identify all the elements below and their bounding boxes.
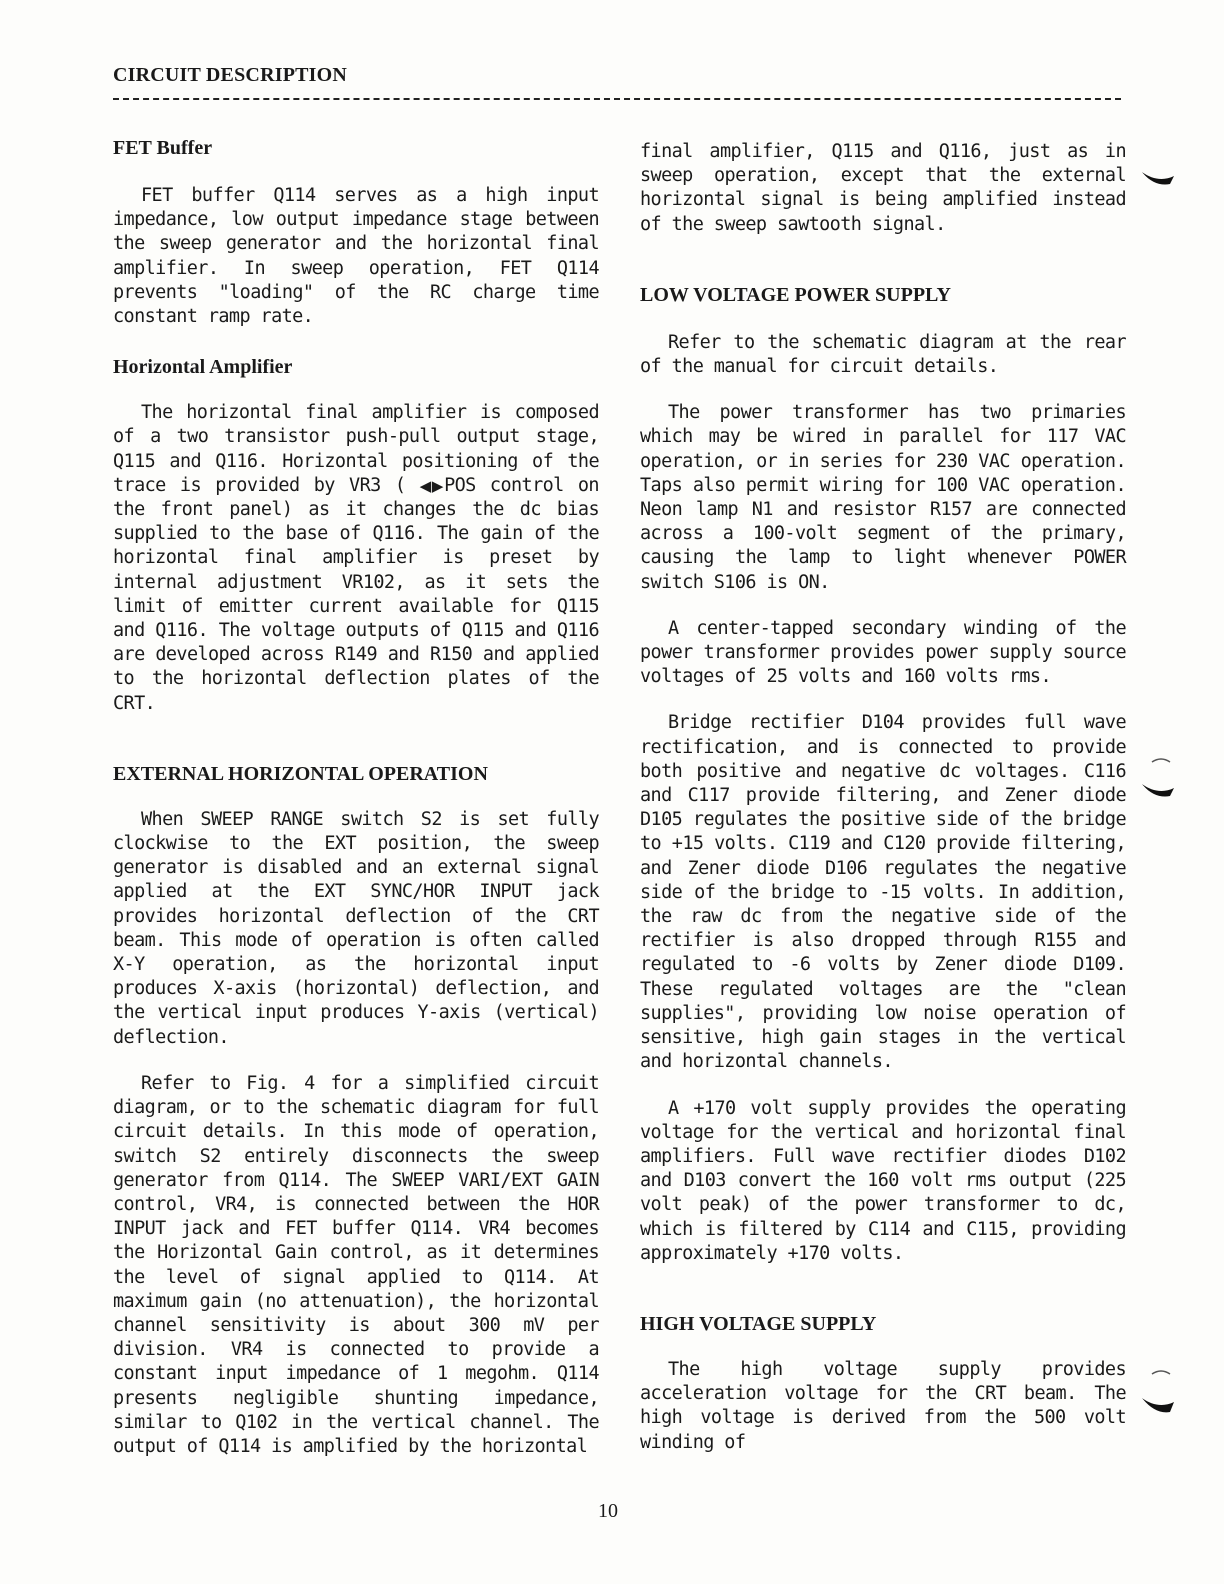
heading-external-horizontal-operation: EXTERNAL HORIZONTAL OPERATION xyxy=(113,762,488,785)
low-voltage-paragraph-4: Bridge rectifier D104 provides full wave rectification, and is connected to provide both positive and negative dc voltages. C116 and C117 provide filtering, and Zener diode D105 regulates the positive side of the bridge to +15 volts. C119 and C120 provide filtering, and Zener diode D106 regulates the negative side of the bridge to -15 volts. In addition, the raw dc from the negative side of the rectifier is also dropped through R155 and regulated to -6 volts by Zener diode D109. These regulated voltages are the "clean supplies", providing low noise operation of sensitive, high gain stages in the vertical and horizontal channels. xyxy=(640,712,1126,1073)
page-number: 10 xyxy=(598,1500,618,1522)
margin-mark-icon xyxy=(1150,756,1172,766)
high-voltage-paragraph-1: The high voltage supply provides acceleration voltage for the CRT beam. The high voltage is derived from the 500 volt winding of xyxy=(640,1358,1126,1453)
margin-mark-icon xyxy=(1140,1394,1176,1416)
low-voltage-paragraph-1: Refer to the schematic diagram at the rear of the manual for circuit details. xyxy=(640,331,1126,378)
low-voltage-paragraph-3: A center-tapped secondary winding of the power transformer provides power supply source voltages of 25 volts and 160 volts rms. xyxy=(640,617,1126,688)
continuation-paragraph: final amplifier, Q115 and Q116, just as in sweep operation, except that the external horizontal signal is being amplified instead of the sweep sawtooth signal. xyxy=(640,141,1126,235)
external-horizontal-paragraph-1: When SWEEP RANGE switch S2 is set fully clockwise to the EXT position, the sweep generator is disabled and an external signal applied at the EXT SYNC/HOR INPUT jack provides horizontal deflection of the CRT beam. This mode of operation is often called X-Y operation, as the horizontal input produces X-axis (horizontal) deflection, and the vertical input produces Y-axis (vertical) deflection. xyxy=(113,808,599,1048)
paragraph-text-part-1: The horizontal final amplifier is composed of a two transistor push-pull output stage, Q115 and Q116. Horizontal positioning of the trace is provided by VR3 ( xyxy=(113,402,599,496)
page-header: CIRCUIT DESCRIPTION xyxy=(113,64,348,86)
margin-mark-icon xyxy=(1140,780,1176,800)
heading-low-voltage-power-supply: LOW VOLTAGE POWER SUPPLY xyxy=(640,283,951,306)
heading-horizontal-amplifier: Horizontal Amplifier xyxy=(113,356,293,379)
margin-mark-icon xyxy=(1140,168,1176,188)
margin-mark-icon xyxy=(1150,1368,1172,1378)
right-column xyxy=(640,136,1126,1455)
paragraph-text-part-2: POS control on the front panel) as it changes the dc bias supplied to the base of Q116. The gain of the horizontal final amplifier is preset by internal adjustment VR102, as it sets the limit of emitter current available for Q115 and Q116. The voltage outputs of Q115 and Q116 are developed across R149 and R150 and applied to the horizontal deflection plates of the CRT. xyxy=(113,474,599,714)
pos-arrows-icon: ◀▶ xyxy=(419,476,445,495)
horizontal-amplifier-paragraph xyxy=(113,401,599,716)
header-divider xyxy=(113,98,1121,100)
left-column xyxy=(113,136,599,1459)
heading-high-voltage-supply: HIGH VOLTAGE SUPPLY xyxy=(640,1312,877,1335)
low-voltage-paragraph-5: A +170 volt supply provides the operating voltage for the vertical and horizontal final amplifiers. Full wave rectifier diodes D102 and D103 convert the 160 volt rms output (225 volt peak) of the power transformer to dc, which is filtered by C114 and C115, providing approximately +170 volts. xyxy=(640,1097,1126,1264)
heading-fet-buffer: FET Buffer xyxy=(113,137,213,159)
external-horizontal-paragraph-2: Refer to Fig. 4 for a simplified circuit diagram, or to the schematic diagram for full circuit details. In this mode of operation, switch S2 entirely disconnects the sweep generator from Q114. The SWEEP VARI/EXT GAIN control, VR4, is connected between the HOR INPUT jack and FET buffer Q114. VR4 becomes the Horizontal Gain control, as it determines the level of signal applied to Q114. At maximum gain (no attenuation), the horizontal channel sensitivity is about 300 mV per division. VR4 is connected to provide a constant input impedance of 1 megohm. Q114 presents negligible shunting impedance, similar to Q102 in the vertical channel. The output of Q114 is amplified by the horizontal xyxy=(113,1072,599,1457)
low-voltage-paragraph-2: The power transformer has two primaries which may be wired in parallel for 117 VAC operation, or in series for 230 VAC operation. Taps also permit wiring for 100 VAC operation. Neon lamp N1 and resistor R157 are connected across a 100-volt segment of the primary, causing the lamp to light whenever POWER switch S106 is ON. xyxy=(640,402,1126,593)
fet-buffer-paragraph: FET buffer Q114 serves as a high input impedance, low output impedance stage between the sweep generator and the horizontal final amplifier. In sweep operation, FET Q114 prevents "loading" of the RC charge time constant ramp rate. xyxy=(113,185,599,328)
